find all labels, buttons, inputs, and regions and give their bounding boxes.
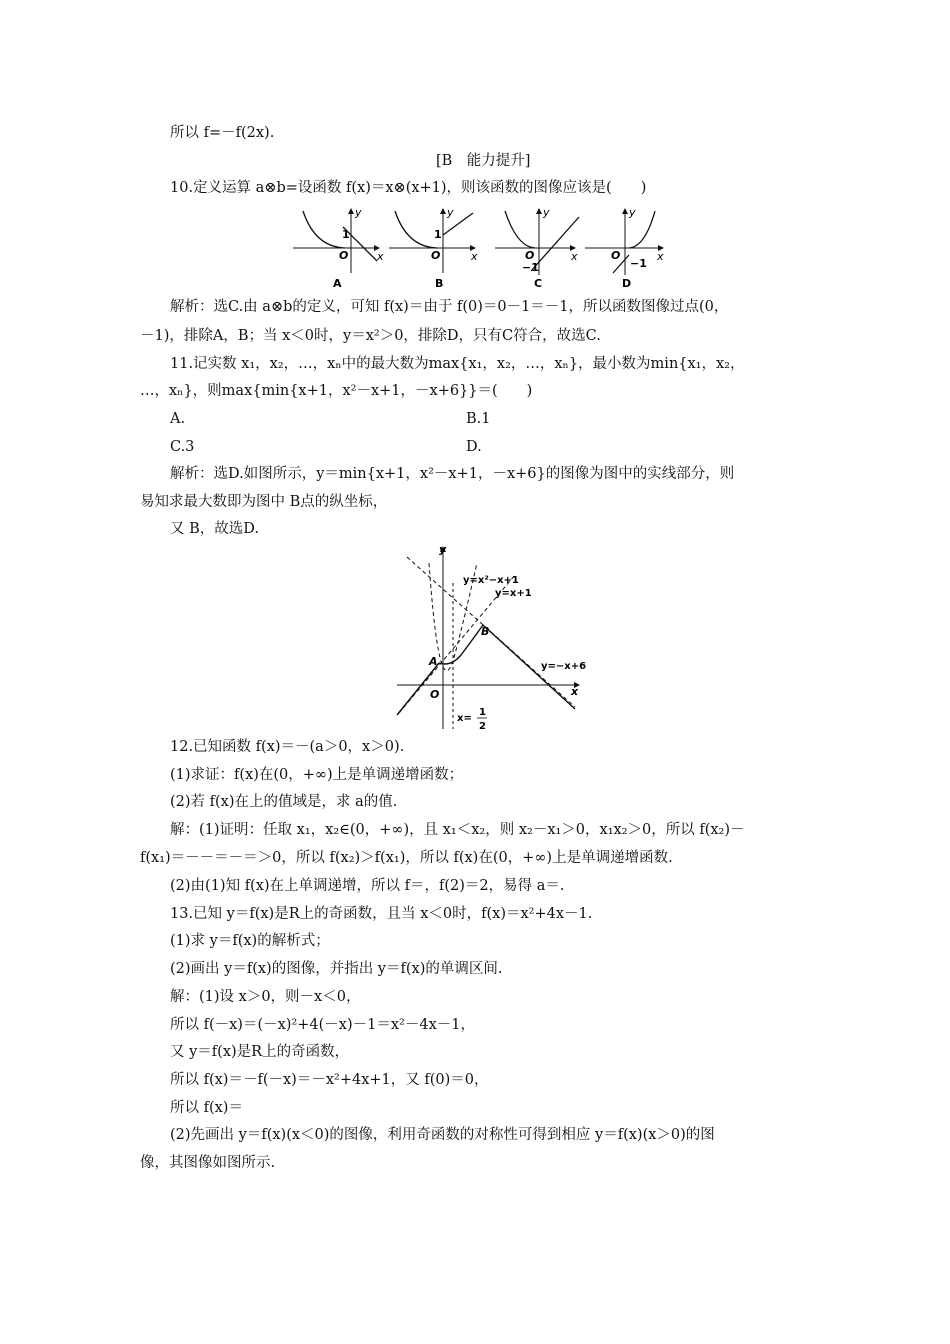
solution-11-line-2: 易知求最大数即为图中 B点的纵坐标， [140, 494, 388, 510]
solution-13-line-2: 所以 f(－x)＝(－x)²+4(－x)－1＝x²－4x－1， [170, 1017, 475, 1033]
svg-text:x: x [471, 250, 478, 263]
solution-13-line-3: 又 y＝f(x)是R上的奇函数， [170, 1044, 350, 1060]
svg-text:O: O [431, 249, 441, 262]
line1-label: y=x+1 [495, 588, 532, 599]
svg-text:y: y [543, 206, 550, 219]
choice-b: B.1 [466, 411, 491, 427]
solution-13-line-6: (2)先画出 y＝f(x)(x＜0)的图像，利用奇函数的对称性可得到相应 y＝f(x)(x＞0)的图 [170, 1127, 715, 1143]
parabola-label: y=x²−x+1 [463, 575, 519, 586]
solution-10-line-1: 解析：选C.由 a⊗b的定义，可知 f(x)＝由于 f(0)＝0－1＝－1，所以函数图像过点(0， [170, 299, 729, 315]
svg-text:x: x [571, 250, 578, 263]
solution-13-line-7: 像，其图像如图所示. [140, 1155, 276, 1171]
svg-text:O: O [611, 249, 621, 262]
svg-text:x: x [657, 250, 664, 263]
svg-text:O: O [430, 688, 440, 701]
svg-text:2: 2 [479, 721, 486, 732]
option-b-graph [389, 206, 478, 290]
problem-13-part-2: (2)画出 y＝f(x)的图像，并指出 y＝f(x)的单调区间. [170, 961, 503, 977]
svg-text:y: y [439, 543, 447, 556]
point-b-label: B [481, 625, 490, 638]
choice-d: D. [466, 439, 482, 455]
option-a-label: A [333, 277, 342, 290]
problem-13: 13.已知 y＝f(x)是R上的奇函数，且当 x＜0时，f(x)＝x²+4x－1. [170, 906, 593, 922]
option-c-label: C [534, 277, 543, 290]
point-a-label: A [429, 655, 438, 668]
text-line-1: 所以 f=－f(2x). [170, 125, 275, 141]
problem-12: 12.已知函数 f(x)＝－(a＞0，x＞0). [170, 739, 405, 755]
vline-label: x= [457, 713, 472, 724]
solution-10-line-2: －1)，排除A，B；当 x＜0时，y＝x²＞0，排除D，只有C符合，故选C. [140, 328, 601, 344]
solution-12-line-2: f(x₁)＝－－＝－＝＞0，所以 f(x₂)＞f(x₁)，所以 f(x)在(0，+∞)上是单调递增函数. [140, 850, 673, 866]
svg-text:x: x [377, 250, 384, 263]
solution-13-line-4: 所以 f(x)＝－f(－x)＝－x²+4x+1，又 f(0)＝0， [170, 1072, 489, 1088]
svg-text:y: y [355, 206, 362, 219]
solution-13-line-5: 所以 f(x)＝ [170, 1100, 243, 1116]
solution-11-line-3: 又 B，故选D. [170, 521, 259, 537]
solution-13-line-1: 解：(1)设 x＞0，则－x＜0， [170, 989, 361, 1005]
option-a-graph [293, 206, 384, 290]
problem-11-line-2: …，xₙ}，则max{min{x+1，x²－x+1，－x+6}}＝( ) [140, 383, 533, 399]
choice-a: A. [170, 411, 186, 427]
svg-text:O: O [339, 249, 349, 262]
option-c-graph [495, 206, 579, 290]
svg-text:−1: −1 [630, 257, 647, 270]
section-heading: [B 能力提升] [436, 153, 531, 169]
options-figure [285, 205, 665, 293]
problem-10: 10.定义运算 a⊗b=设函数 f(x)＝x⊗(x+1)，则该函数的图像应该是( ) [170, 180, 647, 196]
option-d-label: D [622, 277, 632, 290]
svg-text:y: y [629, 206, 636, 219]
line2-label: y=−x+6 [541, 661, 587, 672]
problem-11-line-1: 11.记实数 x₁，x₂，…，xₙ中的最大数为max{x₁，x₂，…，xₙ}，最小数为min{x₁，x₂， [170, 356, 745, 372]
option-d-graph [585, 206, 664, 290]
problem-12-part-2: (2)若 f(x)在上的值域是，求 a的值. [170, 794, 398, 810]
svg-text:−1: −1 [522, 261, 539, 274]
min-function-figure [395, 543, 595, 735]
svg-text:1: 1 [479, 707, 486, 718]
choice-c: C.3 [170, 439, 195, 455]
svg-text:1: 1 [434, 228, 442, 241]
svg-text:y: y [447, 206, 454, 219]
svg-text:1: 1 [342, 228, 350, 241]
option-b-label: B [435, 277, 444, 290]
problem-12-part-1: (1)求证：f(x)在(0，+∞)上是单调递增函数； [170, 767, 464, 783]
svg-text:x: x [571, 685, 579, 698]
solution-12-line-3: (2)由(1)知 f(x)在上单调递增，所以 f＝，f(2)＝2，易得 a＝. [170, 878, 565, 894]
problem-13-part-1: (1)求 y＝f(x)的解析式； [170, 933, 330, 949]
solution-11-line-1: 解析：选D.如图所示，y＝min{x+1，x²－x+1，－x+6}的图像为图中的实线部分，则 [170, 466, 735, 482]
solution-12-line-1: 解：(1)证明：任取 x₁，x₂∈(0，+∞)，且 x₁＜x₂，则 x₂－x₁＞0，x₁x₂＞0，所以 f(x₂)－ [170, 822, 745, 838]
svg-text:O: O [525, 249, 535, 262]
